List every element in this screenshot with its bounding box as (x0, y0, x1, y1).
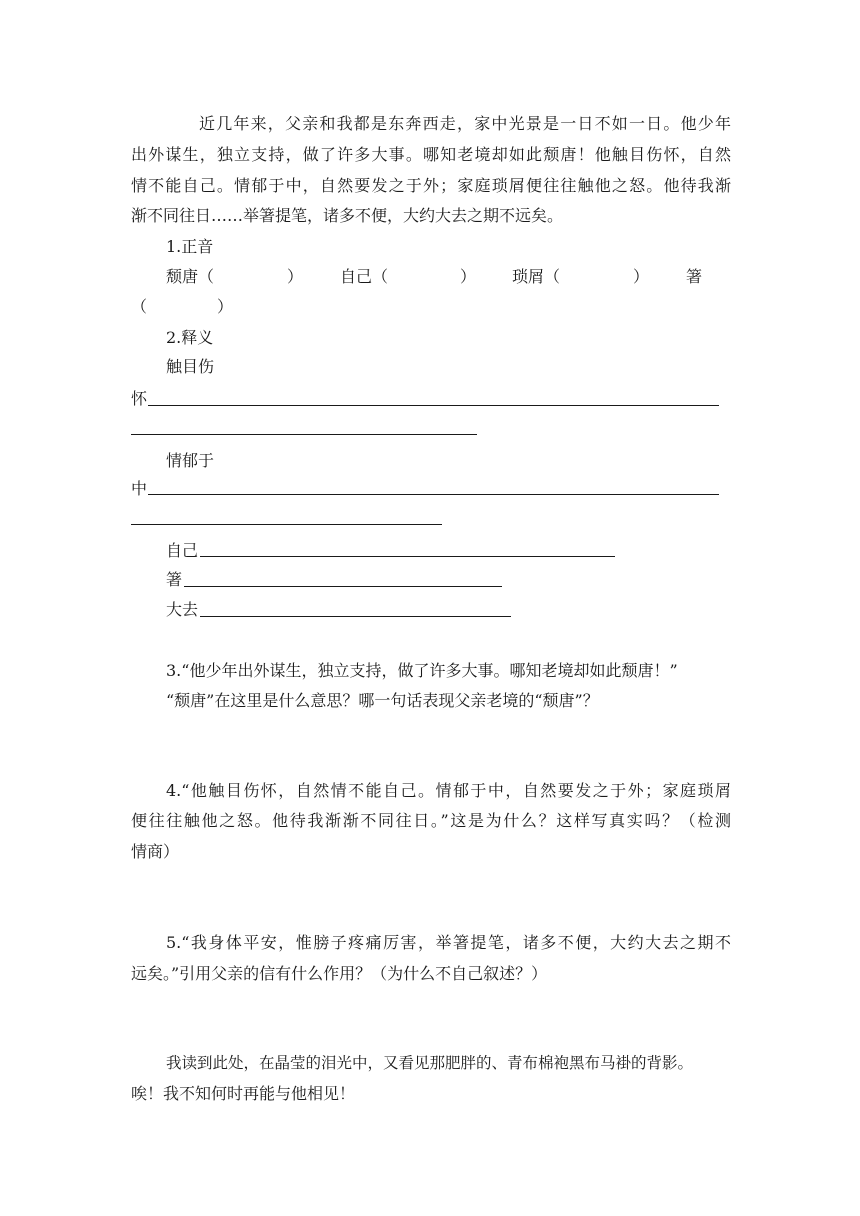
question-4-line-2: 便往往触他之怒。他待我渐渐不同往日。”这是为什么？这样写真实吗？（检测 (131, 811, 731, 830)
answer-line-term-1-cont[interactable] (131, 434, 477, 435)
pinyin-item-1-close: ） (287, 267, 304, 286)
term-1-label-a: 触目伤 (166, 357, 215, 376)
term-2-label-a: 情郁于 (166, 451, 215, 470)
answer-line-term-1[interactable] (148, 405, 719, 406)
term-1-label-b: 怀 (131, 389, 148, 408)
term-4-label: 箸 (166, 570, 183, 589)
closing-line-1: 我读到此处，在晶莹的泪光中，又看见那肥胖的、青布棉袍黑布马褂的背影。 (166, 1054, 694, 1072)
question-4-line-3: 情商） (131, 842, 180, 861)
answer-line-term-2[interactable] (148, 494, 719, 495)
answer-line-term-2-cont[interactable] (131, 524, 442, 525)
answer-line-term-5[interactable] (200, 616, 511, 617)
question-3-line-1: 3.“他少年出外谋生，独立支持，做了许多大事。哪知老境却如此颓唐！” (166, 661, 678, 680)
answer-line-term-3[interactable] (200, 556, 615, 557)
question-3-line-2: “颓唐”在这里是什么意思？哪一句话表现父亲老境的“颓唐”？ (166, 691, 599, 710)
pinyin-item-3-label: 琐屑（ (512, 267, 561, 286)
passage-line-1: 近几年来，父亲和我都是东奔西走，家中光景是一日不如一日。他少年 (199, 114, 731, 133)
pinyin-item-4-close: ） (217, 297, 234, 316)
question-5-line-2: 远矣。”引用父亲的信有什么作用？（为什么不自己叙述？） (131, 964, 548, 983)
term-2-label-b: 中 (131, 479, 148, 498)
pinyin-item-4-open: （ (131, 297, 148, 316)
question-1-heading: 1.正音 (166, 237, 214, 256)
passage-line-4: 渐不同往日……举箸提笔，诸多不便，大约大去之期不远矣。 (131, 206, 564, 225)
passage-line-2: 出外谋生，独立支持，做了许多大事。哪知老境却如此颓唐！他触目伤怀，自然 (131, 145, 731, 164)
pinyin-item-2-close: ） (460, 267, 477, 286)
term-3-label: 自己 (166, 541, 199, 560)
passage-line-3: 情不能自己。情郁于中，自然要发之于外；家庭琐屑便往往触他之怒。他待我渐 (131, 176, 731, 195)
pinyin-item-1-label: 颓唐（ (166, 267, 215, 286)
pinyin-item-2-label: 自己（ (340, 267, 389, 286)
pinyin-item-4-label: 箸 (686, 267, 703, 286)
answer-line-term-4[interactable] (184, 586, 502, 587)
closing-line-2: 唉！我不知何时再能与他相见！ (131, 1084, 356, 1103)
term-5-label: 大去 (166, 600, 199, 619)
pinyin-item-3-close: ） (633, 267, 650, 286)
question-5-line-1: 5.“我身体平安，惟膀子疼痛厉害，举箸提笔，诸多不便，大约大去之期不 (166, 933, 731, 952)
question-2-heading: 2.释义 (166, 328, 214, 347)
question-4-line-1: 4.“他触目伤怀，自然情不能自己。情郁于中，自然要发之于外；家庭琐屑 (166, 781, 731, 800)
